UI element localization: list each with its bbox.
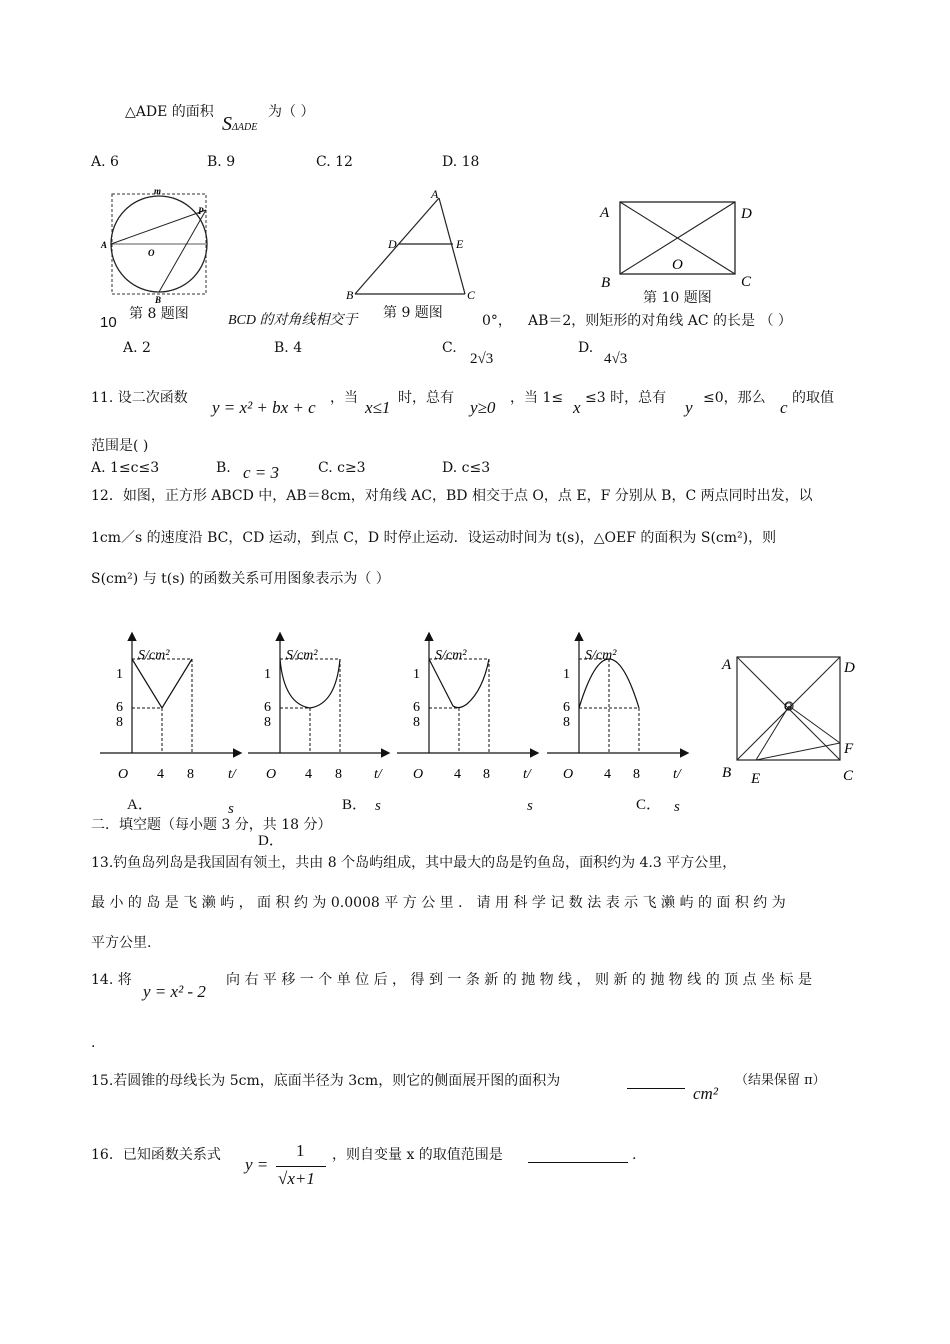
q15-answer-blank[interactable] [627, 1073, 685, 1089]
fig10-label-a: A [600, 205, 610, 221]
fig10-caption: 第 10 题图 [643, 290, 712, 306]
graph-a-ytick-mid-b: 8 [116, 715, 123, 730]
graph-c-ytick-top: 1 [413, 667, 420, 682]
q11-text-4: ≤3 时，总有 [585, 390, 667, 406]
graph-d-xunit: s [674, 799, 680, 815]
graph-d-xtick-1: 4 [604, 767, 611, 782]
q12-square-figure [718, 650, 868, 790]
q16-tail: ，则自变量 x 的取值范围是 [332, 1147, 503, 1163]
q11-condition-1: x≤1 [365, 398, 391, 417]
q15-note: （结果保留 π） [735, 1073, 826, 1088]
q11-option-b: B. [216, 460, 231, 476]
graph-d-xlabel: t/ [673, 767, 681, 782]
fig8-caption: 第 8 题图 [129, 306, 189, 322]
q11-text-1: ，当 [330, 390, 358, 406]
q10-option-d: D. [578, 340, 594, 356]
q10-number: 10 [100, 314, 117, 331]
graph-c-ytick-mid-a: 6 [413, 700, 420, 715]
q11-text-3: ，当 1≤ [510, 390, 564, 406]
q7-s-symbol: S [222, 113, 232, 135]
graph-option-a-label: A． [127, 797, 153, 813]
graph-a-ylabel: S/cm² [138, 648, 170, 663]
square-label-f: F [844, 741, 854, 757]
q13-line-1: 13.钓鱼岛列岛是我国固有领土，共由 8 个岛屿组成，其中最大的岛是钓鱼岛，面积约为 4.3 平方公里， [91, 855, 737, 871]
q7-option-a: A. 6 [91, 154, 119, 170]
graph-c-origin: O [413, 767, 424, 782]
graph-b-xtick-1: 4 [305, 767, 312, 782]
graph-d-ylabel: S/cm² [585, 648, 617, 663]
q11-c: c [780, 398, 788, 417]
q14-end: . [91, 1035, 96, 1051]
graph-a-xtick-2: 8 [187, 767, 194, 782]
q11-option-b-value: c = 3 [243, 463, 280, 482]
fig9-label-b: B [346, 288, 354, 302]
figure-10-rectangle [595, 192, 765, 292]
q7-s-sub: ΔADE [232, 122, 258, 133]
graph-a-ytick-top: 1 [116, 667, 123, 682]
q14-text: 向 右 平 移 一 个 单 位 后 ， 得 到 一 条 新 的 抛 物 线 ， 则 新 的 抛 物 线 的 顶 点 坐 标 是 [226, 972, 812, 988]
graph-b-xlabel: t/ [374, 767, 382, 782]
fig8-label-m: m [154, 186, 162, 196]
q12-line-1: 12．如图，正方形 ABCD 中，AB＝8cm，对角线 AC，BD 相交于点 O，点 E，F 分别从 B，C 两点同时出发，以 [91, 488, 813, 504]
graph-option-d [543, 628, 693, 788]
q10-option-c-value: 2√3 [470, 351, 494, 367]
fig10-label-o: O [672, 257, 683, 273]
graph-d-origin: O [563, 767, 574, 782]
graph-b-ytick-mid-a: 6 [264, 700, 271, 715]
fig9-label-d: D [388, 237, 397, 251]
q7-area-symbol [222, 112, 257, 136]
graph-a-ytick-mid-a: 6 [116, 700, 123, 715]
graph-d-ytick-mid-a: 6 [563, 700, 570, 715]
q16-answer-blank[interactable] [528, 1147, 628, 1163]
square-label-e: E [751, 771, 761, 787]
graph-d-xtick-2: 8 [633, 767, 640, 782]
graph-c-xtick-2: 8 [483, 767, 490, 782]
fig8-label-p: P [198, 206, 204, 216]
q16-numerator: 1 [296, 1141, 305, 1160]
graph-c-ylabel: S/cm² [435, 648, 467, 663]
q16-fraction-bar [276, 1166, 326, 1167]
q15-text: 15.若圆锥的母线长为 5cm，底面半径为 3cm，则它的侧面展开图的面积为 [91, 1073, 561, 1089]
fig8-label-b: B [155, 295, 162, 305]
q13-line-3: 平方公里. [91, 935, 152, 951]
q11-x: x [573, 398, 581, 417]
q14-function: y = x² - 2 [143, 982, 206, 1001]
q11-text-5: ≤0，那么 [703, 390, 766, 406]
q11-text-2: 时，总有 [398, 390, 454, 406]
graph-c-ytick-mid-b: 8 [413, 715, 420, 730]
q11-line-2: 范围是( ) [91, 438, 149, 454]
fig9-label-e: E [456, 237, 464, 251]
graph-option-c [393, 628, 543, 788]
fig10-label-b: B [601, 275, 611, 291]
q10-option-d-value: 4√3 [604, 351, 628, 367]
figure-8-circle [98, 186, 218, 306]
q10-option-c: C. [442, 340, 457, 356]
square-label-a: A [722, 657, 732, 673]
square-label-o: O [784, 701, 792, 713]
q16-denominator: √x+1 [278, 1169, 315, 1188]
q12-line-3: S(cm²) 与 t(s) 的函数关系可用图象表示为（ ） [91, 571, 390, 587]
fig10-label-d: D [741, 206, 752, 222]
graph-option-d-label: D． [258, 833, 284, 849]
q7-option-d: D. 18 [442, 154, 480, 170]
graph-a-xlabel: t/ [228, 767, 236, 782]
graph-c-xunit: s [527, 798, 533, 814]
square-label-b: B [722, 765, 732, 781]
q7-tail-b: 为（ ） [268, 104, 315, 120]
q10-text-a: BCD 的对角线相交于 [228, 313, 358, 328]
q10-ab: AB＝2，则矩形的对角线 AC 的长是 （ ） [528, 313, 792, 329]
graph-a-origin: O [118, 767, 129, 782]
graph-option-b [244, 628, 394, 788]
q7-tail-a: △ADE 的面积 [125, 104, 214, 120]
section-2-heading: 二．填空题（每小题 3 分，共 18 分） [91, 817, 332, 833]
q16-lead: 16．已知函数关系式 [91, 1147, 221, 1163]
q16-y: y = [245, 1155, 269, 1174]
q15-unit: cm² [693, 1084, 718, 1103]
graph-b-ytick-mid-b: 8 [264, 715, 271, 730]
q13-line-2: 最 小 的 岛 是 飞 濑 屿 ， 面 积 约 为 0.0008 平 方 公 里 ． 请 用 科 学 记 数 法 表 示 飞 濑 屿 的 面 积 约 为 [91, 895, 786, 911]
q11-option-d: D. c≤3 [442, 460, 491, 476]
q7-option-c: C. 12 [316, 154, 353, 170]
q11-text-6: 的取值 [792, 390, 834, 406]
q11-lead: 11. 设二次函数 [91, 390, 188, 406]
fig8-label-o: O [148, 248, 155, 258]
q12-line-2: 1cm／s 的速度沿 BC，CD 运动，到点 C，D 时停止运动．设运动时间为 t(s)，△OEF 的面积为 S(cm²)，则 [91, 530, 777, 546]
fig9-label-c: C [467, 288, 476, 302]
graph-d-ytick-mid-b: 8 [563, 715, 570, 730]
fig10-label-c: C [741, 274, 752, 290]
q11-condition-2: y≥0 [470, 398, 496, 417]
graph-b-xunit: s [375, 798, 381, 814]
q14-lead: 14. 将 [91, 972, 132, 988]
q10-option-a: A. 2 [123, 340, 151, 356]
graph-b-origin: O [266, 767, 277, 782]
figure-9-triangle [343, 184, 483, 304]
graph-option-a [96, 628, 246, 788]
square-label-d: D [844, 660, 855, 676]
fig8-label-a: A [101, 240, 108, 250]
q11-option-a: A. 1≤c≤3 [91, 460, 160, 476]
q10-option-b: B. 4 [274, 340, 303, 356]
q16-end: . [632, 1147, 637, 1163]
q7-option-b: B. 9 [207, 154, 236, 170]
graph-a-xunit: s [228, 801, 234, 817]
q11-y: y [685, 398, 693, 417]
fig9-caption: 第 9 题图 [383, 305, 443, 321]
q10-text-b: 0°， [482, 313, 512, 329]
graph-c-xtick-1: 4 [454, 767, 461, 782]
graph-option-b-label: B． [342, 797, 368, 813]
fig9-label-a: A [431, 187, 439, 201]
graph-option-c-label: C． [636, 797, 662, 813]
graph-a-xtick-1: 4 [157, 767, 164, 782]
q11-function: y = x² + bx + c [212, 398, 316, 417]
graph-b-ylabel: S/cm² [286, 648, 318, 663]
graph-b-xtick-2: 8 [335, 767, 342, 782]
q11-option-c: C. c≥3 [318, 460, 366, 476]
graph-b-ytick-top: 1 [264, 667, 271, 682]
graph-d-ytick-top: 1 [563, 667, 570, 682]
square-label-c: C [843, 768, 854, 784]
graph-c-xlabel: t/ [523, 767, 531, 782]
